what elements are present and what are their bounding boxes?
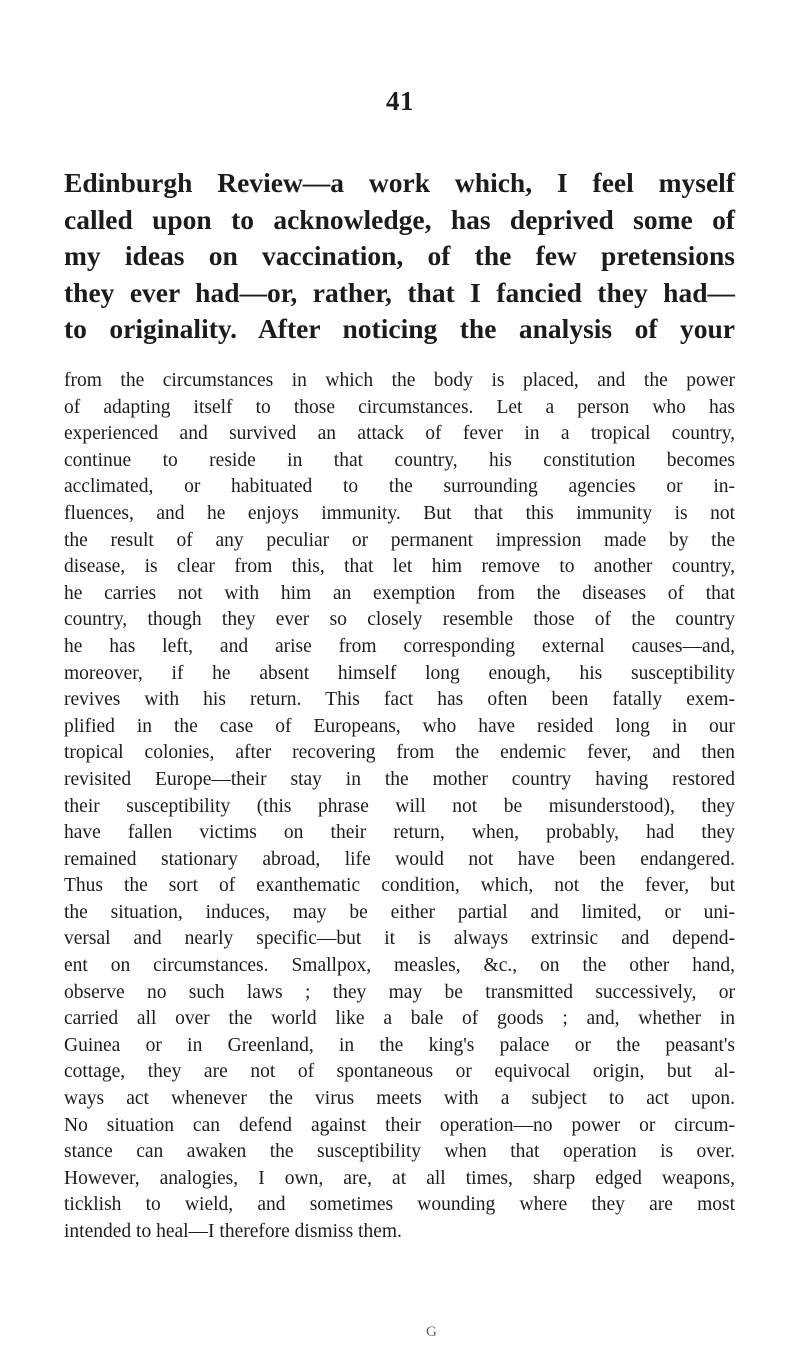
lead-line: they ever had—or, rather, that I fancied they had— xyxy=(64,276,735,308)
body-line: Thus the sort of exanthematic condition, which, not the fever, but xyxy=(64,875,735,897)
lead-line: called upon to acknowledge, has deprived some of xyxy=(64,203,735,235)
body-line: cottage, they are not of spontaneous or equivocal origin, but al- xyxy=(64,1061,735,1083)
lead-paragraph xyxy=(64,165,735,348)
body-line: However, analogies, I own, are, at all times, sharp edged weapons, xyxy=(64,1167,735,1189)
body-line: he has left, and arise from corresponding external causes—and, xyxy=(64,635,735,657)
body-line: tropical colonies, after recovering from the endemic fever, and then xyxy=(64,742,735,764)
body-line: ent on circumstances. Smallpox, measles, &c., on the other hand, xyxy=(64,955,735,977)
body-line: intended to heal—I therefore dismiss them. xyxy=(64,1221,402,1242)
body-paragraph xyxy=(64,368,735,1246)
body-line: acclimated, or habituated to the surrounding agencies or in- xyxy=(64,476,735,498)
body-line: experienced and survived an attack of fever in a tropical country, xyxy=(64,423,735,445)
body-line: he carries not with him an exemption from the diseases of that xyxy=(64,582,735,604)
body-line: No situation can defend against their operation—no power or circum- xyxy=(64,1114,735,1136)
body-line: have fallen victims on their return, when, probably, had they xyxy=(64,822,735,844)
body-line: Guinea or in Greenland, in the king's palace or the peasant's xyxy=(64,1034,735,1056)
body-line: disease, is clear from this, that let him remove to another country, xyxy=(64,556,735,578)
catchword: G xyxy=(426,1324,437,1340)
body-line: plified in the case of Europeans, who have resided long in our xyxy=(64,715,735,737)
body-line: revives with his return. This fact has often been fatally exem- xyxy=(64,689,735,711)
lead-line: my ideas on vaccination, of the few pretensions xyxy=(64,240,735,271)
body-line: fluences, and he enjoys immunity. But that this immunity is not xyxy=(64,502,735,524)
body-line: ways act whenever the virus meets with a subject to act upon. xyxy=(64,1088,735,1110)
body-line: from the circumstances in which the body is placed, and the power xyxy=(64,370,735,391)
body-line: their susceptibility (this phrase will not be misunderstood), they xyxy=(64,795,735,817)
body-line: moreover, if he absent himself long enough, his susceptibility xyxy=(64,662,735,684)
body-line: the result of any peculiar or permanent impression made by the xyxy=(64,529,735,551)
lead-line: to originality. After noticing the analysis of your xyxy=(64,313,735,344)
body-line: the situation, induces, may be either partial and limited, or uni- xyxy=(64,901,735,923)
body-line: ticklish to wield, and sometimes wounding where they are most xyxy=(64,1194,735,1216)
body-line: stance can awaken the susceptibility when that operation is over. xyxy=(64,1141,735,1163)
body-line: continue to reside in that country, his constitution becomes xyxy=(64,449,735,471)
lead-line: Edinburgh Review—a work which, I feel myself xyxy=(64,167,735,198)
body-line: country, though they ever so closely resemble those of the country xyxy=(64,609,735,631)
body-line: observe no such laws ; they may be transmitted successively, or xyxy=(64,981,735,1003)
body-line: revisited Europe—their stay in the mother country having restored xyxy=(64,768,735,790)
body-line: carried all over the world like a bale of goods ; and, whether in xyxy=(64,1008,735,1030)
body-line: remained stationary abroad, life would not have been endangered. xyxy=(64,848,735,870)
body-line: versal and nearly specific—but it is always extrinsic and depend- xyxy=(64,928,735,950)
body-line: of adapting itself to those circumstances. Let a person who has xyxy=(64,396,735,418)
page-number: 41 xyxy=(386,86,414,116)
